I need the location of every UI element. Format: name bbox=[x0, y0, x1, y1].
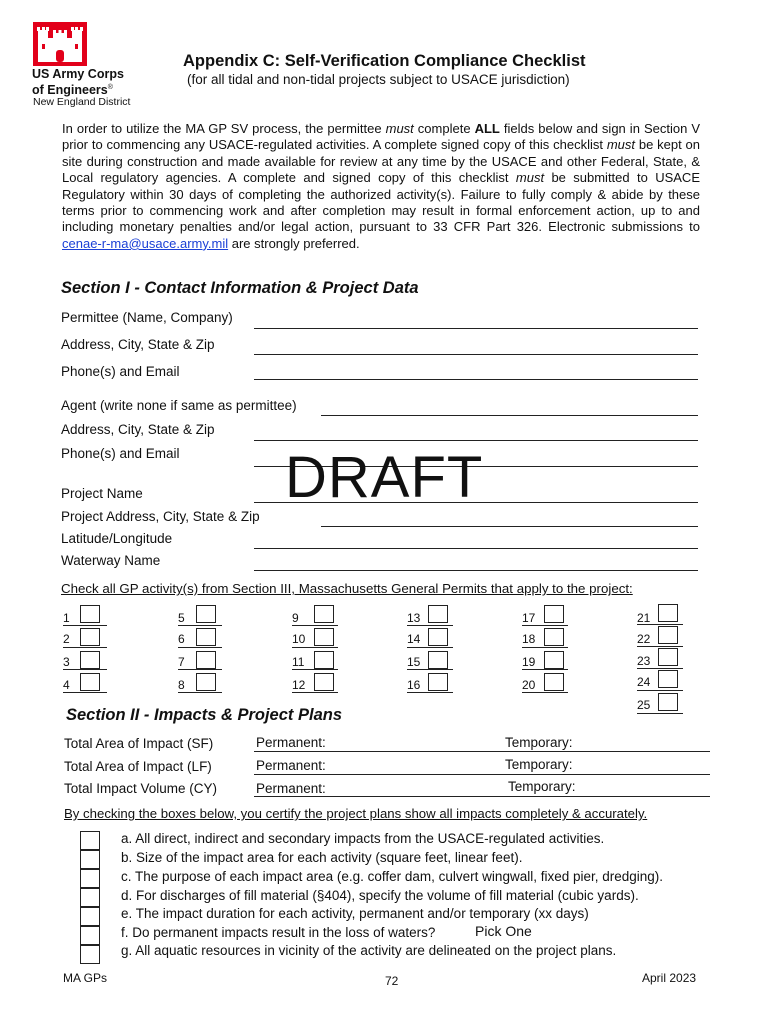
gp-underline bbox=[63, 625, 107, 626]
gp-number: 18 bbox=[522, 632, 536, 646]
impact-area-sf-permanent-label: Permanent: bbox=[256, 735, 326, 750]
gp-checkbox-3[interactable] bbox=[80, 651, 100, 669]
draft-watermark: DRAFT bbox=[285, 445, 484, 510]
gp-number: 13 bbox=[407, 611, 421, 625]
gp-number: 1 bbox=[63, 611, 70, 625]
gp-underline bbox=[178, 625, 222, 626]
gp-underline bbox=[407, 692, 453, 693]
gp-underline bbox=[292, 625, 338, 626]
gp-checkbox-2[interactable] bbox=[80, 628, 100, 646]
gp-number: 9 bbox=[292, 611, 299, 625]
gp-underline bbox=[178, 692, 222, 693]
gp-underline bbox=[63, 669, 107, 670]
gp-checkbox-11[interactable] bbox=[314, 651, 334, 669]
org-name-line1: US Army Corps bbox=[32, 67, 124, 81]
gp-underline bbox=[63, 692, 107, 693]
gp-number: 25 bbox=[637, 698, 651, 712]
address-label: Address, City, State & Zip bbox=[61, 337, 215, 352]
impact-area-sf-label: Total Area of Impact (SF) bbox=[64, 736, 214, 751]
certify-checkbox-c[interactable] bbox=[80, 869, 100, 888]
gp-checkbox-7[interactable] bbox=[196, 651, 216, 669]
gp-number: 4 bbox=[63, 678, 70, 692]
pick-one-dropdown[interactable]: Pick One bbox=[475, 923, 532, 939]
certify-statement: By checking the boxes below, you certify the project plans show all impacts completely & accurately. bbox=[64, 806, 648, 821]
gp-number: 3 bbox=[63, 655, 70, 669]
project-address-label: Project Address, City, State & Zip bbox=[61, 509, 260, 524]
waterway-field[interactable] bbox=[254, 570, 698, 571]
gp-number: 17 bbox=[522, 611, 536, 625]
gp-checkbox-24[interactable] bbox=[658, 670, 678, 688]
gp-underline bbox=[292, 669, 338, 670]
gp-underline bbox=[292, 647, 338, 648]
permittee-field[interactable] bbox=[254, 328, 698, 329]
phone-email-field[interactable] bbox=[254, 379, 698, 380]
gp-underline bbox=[292, 692, 338, 693]
gp-underline bbox=[63, 647, 107, 648]
gp-underline bbox=[637, 690, 683, 691]
gp-number: 12 bbox=[292, 678, 306, 692]
gp-checkbox-13[interactable] bbox=[428, 605, 448, 623]
gp-checkbox-22[interactable] bbox=[658, 626, 678, 644]
gp-checkbox-10[interactable] bbox=[314, 628, 334, 646]
certify-checkbox-g[interactable] bbox=[80, 945, 100, 964]
gp-number: 8 bbox=[178, 678, 185, 692]
gp-number: 6 bbox=[178, 632, 185, 646]
impact-area-sf-field[interactable] bbox=[254, 751, 710, 752]
latlong-label: Latitude/Longitude bbox=[61, 531, 173, 546]
gp-checkbox-15[interactable] bbox=[428, 651, 448, 669]
gp-underline bbox=[407, 647, 453, 648]
gp-checkbox-17[interactable] bbox=[544, 605, 564, 623]
certify-checkbox-e[interactable] bbox=[80, 907, 100, 926]
gp-number: 24 bbox=[637, 675, 651, 689]
registered-mark: ® bbox=[107, 84, 113, 91]
gp-underline bbox=[178, 669, 222, 670]
certify-item-b: b. Size of the impact area for each activity (square feet, linear feet). bbox=[121, 850, 523, 865]
gp-number: 21 bbox=[637, 611, 651, 625]
gp-checkbox-6[interactable] bbox=[196, 628, 216, 646]
gp-number: 16 bbox=[407, 678, 421, 692]
certify-item-f: f. Do permanent impacts result in the loss of waters? bbox=[121, 925, 436, 940]
gp-checkbox-9[interactable] bbox=[314, 605, 334, 623]
org-name-line2: of Engineers® bbox=[32, 83, 113, 98]
footer-left: MA GPs bbox=[63, 971, 108, 985]
gp-underline bbox=[178, 647, 222, 648]
gp-number: 7 bbox=[178, 655, 185, 669]
page-title: Appendix C: Self-Verification Compliance Checklist bbox=[183, 52, 586, 70]
gp-number: 22 bbox=[637, 632, 651, 646]
impact-area-lf-field[interactable] bbox=[254, 774, 710, 775]
impact-volume-cy-field[interactable] bbox=[254, 796, 710, 797]
gp-checkbox-12[interactable] bbox=[314, 673, 334, 691]
gp-checkbox-14[interactable] bbox=[428, 628, 448, 646]
gp-number: 14 bbox=[407, 632, 421, 646]
project-name-field[interactable] bbox=[254, 502, 698, 503]
gp-underline bbox=[407, 669, 453, 670]
footer-date: April 2023 bbox=[642, 971, 697, 985]
gp-underline bbox=[637, 646, 683, 647]
gp-checkbox-19[interactable] bbox=[544, 651, 564, 669]
page-subtitle: (for all tidal and non-tidal projects subject to USACE jurisdiction) bbox=[187, 72, 570, 87]
gp-number: 19 bbox=[522, 655, 536, 669]
gp-checkbox-5[interactable] bbox=[196, 605, 216, 623]
certify-checkbox-d[interactable] bbox=[80, 888, 100, 907]
gp-checkbox-8[interactable] bbox=[196, 673, 216, 691]
gp-underline bbox=[637, 713, 683, 714]
gp-number: 2 bbox=[63, 632, 70, 646]
intro-paragraph: In order to utilize the MA GP SV process, the permittee must complete ALL fields below and sign in Section V prior to commencing any USACE-regulated activities. A complete signed copy of this checklist must be kept on site during construction and made available for review at any time by the USACE and other Federal, State, & Local regulatory agencies. A complete and signed copy of this checklist must be submitted to USACE Regulatory within 30 days of completing the authorized activity(s). Failure to fully comply & abide by these terms prior to commencing work and after completion may result in formal enforcement action, up to and including monetary penalties and/or legal action, pursuant to 33 CFR Part 326. Electronic submissions to cenae-r-ma@usace.army.mil are strongly preferred. bbox=[62, 121, 700, 251]
certify-checkbox-f[interactable] bbox=[80, 926, 100, 945]
impact-area-lf-label: Total Area of Impact (LF) bbox=[64, 759, 212, 774]
gp-checkbox-16[interactable] bbox=[428, 673, 448, 691]
gp-checkbox-20[interactable] bbox=[544, 673, 564, 691]
agent-address-field[interactable] bbox=[254, 440, 698, 441]
impact-area-lf-permanent-label: Permanent: bbox=[256, 758, 326, 773]
impact-volume-cy-permanent-label: Permanent: bbox=[256, 781, 326, 796]
permittee-label: Permittee (Name, Company) bbox=[61, 310, 233, 325]
page-number: 72 bbox=[385, 974, 399, 988]
certify-checkbox-b[interactable] bbox=[80, 850, 100, 869]
gp-number: 5 bbox=[178, 611, 185, 625]
impact-volume-cy-label: Total Impact Volume (CY) bbox=[64, 781, 218, 796]
gp-underline bbox=[637, 624, 683, 625]
agent-phone-email-label: Phone(s) and Email bbox=[61, 446, 180, 461]
gp-checkbox-21[interactable] bbox=[658, 604, 678, 622]
certify-item-c: c. The purpose of each impact area (e.g. coffer dam, culvert wingwall, fixed pier, dredging). bbox=[121, 869, 664, 884]
gp-number: 20 bbox=[522, 678, 536, 692]
gp-underline bbox=[522, 692, 568, 693]
gp-checkbox-25[interactable] bbox=[658, 693, 678, 711]
gp-underline bbox=[522, 647, 568, 648]
gp-instruction: Check all GP activity(s) from Section III, Massachusetts General Permits that apply to the project: bbox=[61, 581, 633, 596]
impact-volume-cy-temporary-label: Temporary: bbox=[508, 779, 576, 794]
section1-title: Section I - Contact Information & Project Data bbox=[61, 279, 419, 297]
gp-checkbox-23[interactable] bbox=[658, 648, 678, 666]
gp-checkbox-18[interactable] bbox=[544, 628, 564, 646]
usace-castle-logo bbox=[33, 22, 87, 66]
gp-number: 23 bbox=[637, 654, 651, 668]
waterway-label: Waterway Name bbox=[61, 553, 161, 568]
certify-item-e: e. The impact duration for each activity, permanent and/or temporary (xx days) bbox=[121, 906, 589, 921]
project-address-field[interactable] bbox=[321, 526, 698, 527]
latlong-field[interactable] bbox=[254, 548, 698, 549]
address-field[interactable] bbox=[254, 354, 698, 355]
gp-underline bbox=[522, 625, 568, 626]
gp-checkbox-4[interactable] bbox=[80, 673, 100, 691]
section2-title: Section II - Impacts & Project Plans bbox=[66, 706, 342, 724]
certify-item-g: g. All aquatic resources in vicinity of the activity are delineated on the project plans. bbox=[121, 943, 617, 958]
impact-area-sf-temporary-label: Temporary: bbox=[505, 735, 573, 750]
email-link[interactable]: cenae-r-ma@usace.army.mil bbox=[62, 235, 229, 251]
gp-number: 10 bbox=[292, 632, 306, 646]
agent-label: Agent (write none if same as permittee) bbox=[61, 398, 297, 413]
certify-item-a: a. All direct, indirect and secondary impacts from the USACE-regulated activities. bbox=[121, 831, 605, 846]
impact-area-lf-temporary-label: Temporary: bbox=[505, 757, 573, 772]
agent-address-label: Address, City, State & Zip bbox=[61, 422, 215, 437]
gp-checkbox-1[interactable] bbox=[80, 605, 100, 623]
gp-number: 15 bbox=[407, 655, 421, 669]
gp-underline bbox=[637, 668, 683, 669]
gp-underline bbox=[407, 625, 453, 626]
gp-underline bbox=[522, 669, 568, 670]
agent-field[interactable] bbox=[321, 415, 698, 416]
phone-email-label: Phone(s) and Email bbox=[61, 364, 180, 379]
gp-number: 11 bbox=[292, 655, 305, 669]
certify-item-d: d. For discharges of fill material (§404), specify the volume of fill material (cubic yards). bbox=[121, 888, 639, 903]
district-name: New England District bbox=[33, 96, 131, 108]
project-name-label: Project Name bbox=[61, 486, 143, 501]
certify-checkbox-a[interactable] bbox=[80, 831, 100, 850]
